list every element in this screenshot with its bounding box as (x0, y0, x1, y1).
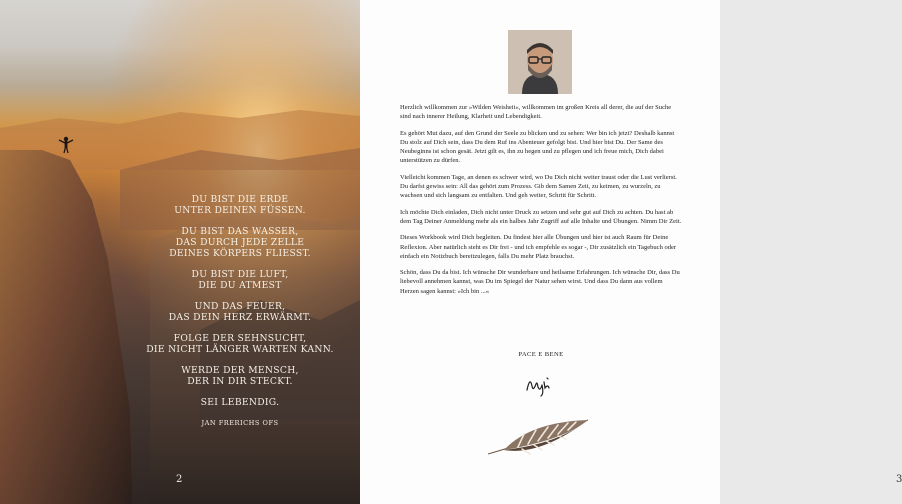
poem-line: DU BIST DAS WASSER, (181, 226, 299, 237)
poem-line: DIE NICHT LÄNGER WARTEN KANN. (146, 344, 334, 355)
left-page (0, 0, 360, 504)
poem-line: DIE DU ATMEST (198, 280, 282, 291)
poem-author: JAN FRERICHS OFS (201, 419, 279, 427)
page-number-left: 2 (176, 474, 183, 485)
feather-icon (484, 414, 596, 462)
welcome-text (400, 103, 682, 303)
poem-line: UNTER DEINEN FÜSSEN. (174, 205, 306, 216)
poem-line: FOLGE DER SEHNSUCHT, (173, 333, 307, 344)
paragraph: Es gehört Mut dazu, auf den Grund der Seele zu blicken und zu sehen: Wer bin ich jetzt? Deshalb kannst Du stolz auf Dich sein, dass Du dem Ruf ins Abenteuer gefolgt bist. Und hier bist Du. Der Same des Neubeginns ist schon gesät. Jetzt gilt es, ihn zu hegen und zu pflegen und ich freue mich, Dich dabei unterstützen zu dürfen. (400, 129, 675, 165)
poem-line: UND DAS FEUER, (194, 301, 286, 312)
page-number-right: 3 (896, 474, 902, 485)
author-avatar (508, 30, 572, 94)
poem-line: DAS DURCH JEDE ZELLE (175, 237, 305, 248)
paragraph: Vielleicht kommen Tage, an denen es schwer wird, wo Du Dich nicht weiter traust oder die Lust verlierst. Du darfst gewiss sein: All das gehört zum Prozess. Gib dem Samen Zeit, zu keimen, zu wurzeln, zu wachsen und sich langsam zu entfalten. Und geh weiter, Schritt für Schritt. (400, 173, 677, 200)
poem-line: DU BIST DIE ERDE (191, 194, 289, 205)
poem-line: DU BIST DIE LUFT, (191, 269, 289, 280)
poem (130, 194, 350, 439)
poem-line: SEI LEBENDIG. (200, 397, 280, 408)
poem-line: WERDE DER MENSCH, (181, 365, 299, 376)
right-page (360, 0, 902, 504)
signature-icon (524, 372, 554, 398)
paragraph: Schön, dass Du da bist. Ich wünsche Dir wunderbare und heilsame Erfahrungen. Ich wünsche Dir, dass Du liebevoll annehmen kannst, was Du im Spiegel der Natur sehen wirst. Und dass Du dann aus vollem Herzen sagen kannst: »Ich bin ...« (400, 269, 680, 295)
paragraph: Ich möchte Dich einladen, Dich nicht unter Druck zu setzen und sehr gut auf Dich zu achten. Du hast ab dem Tag Deiner Anmeldung mehr als ein halbes Jahr Zugriff auf alle Inhalte und Übungen. Nimm Dir Zeit. (400, 208, 682, 225)
poem-line: DEINES KÖRPERS FLIESST. (169, 248, 311, 259)
closing-text: PACE E BENE (518, 351, 564, 358)
paragraph: Herzlich willkommen zur »Wilden Weisheit«, willkommen im großen Kreis all derer, die auf der Suche sind nach innerer Heilung, Klarheit und Lebendigkeit. (400, 104, 672, 121)
poem-line: DAS DEIN HERZ ERWÄRMT. (168, 312, 312, 323)
paragraph: Dieses Workbook wird Dich begleiten. Du findest hier alle Übungen und hier ist auch Raum für Deine Reflexion. Aber natürlich steht es Dir frei - und ich empfehle es sogar -, Dir zusätzlich ein Tagebuch oder einfach ein Notizbuch bereitzulegen, falls Du mehr Platz brauchst. (400, 234, 677, 260)
poem-line: DER IN DIR STECKT. (187, 376, 293, 387)
